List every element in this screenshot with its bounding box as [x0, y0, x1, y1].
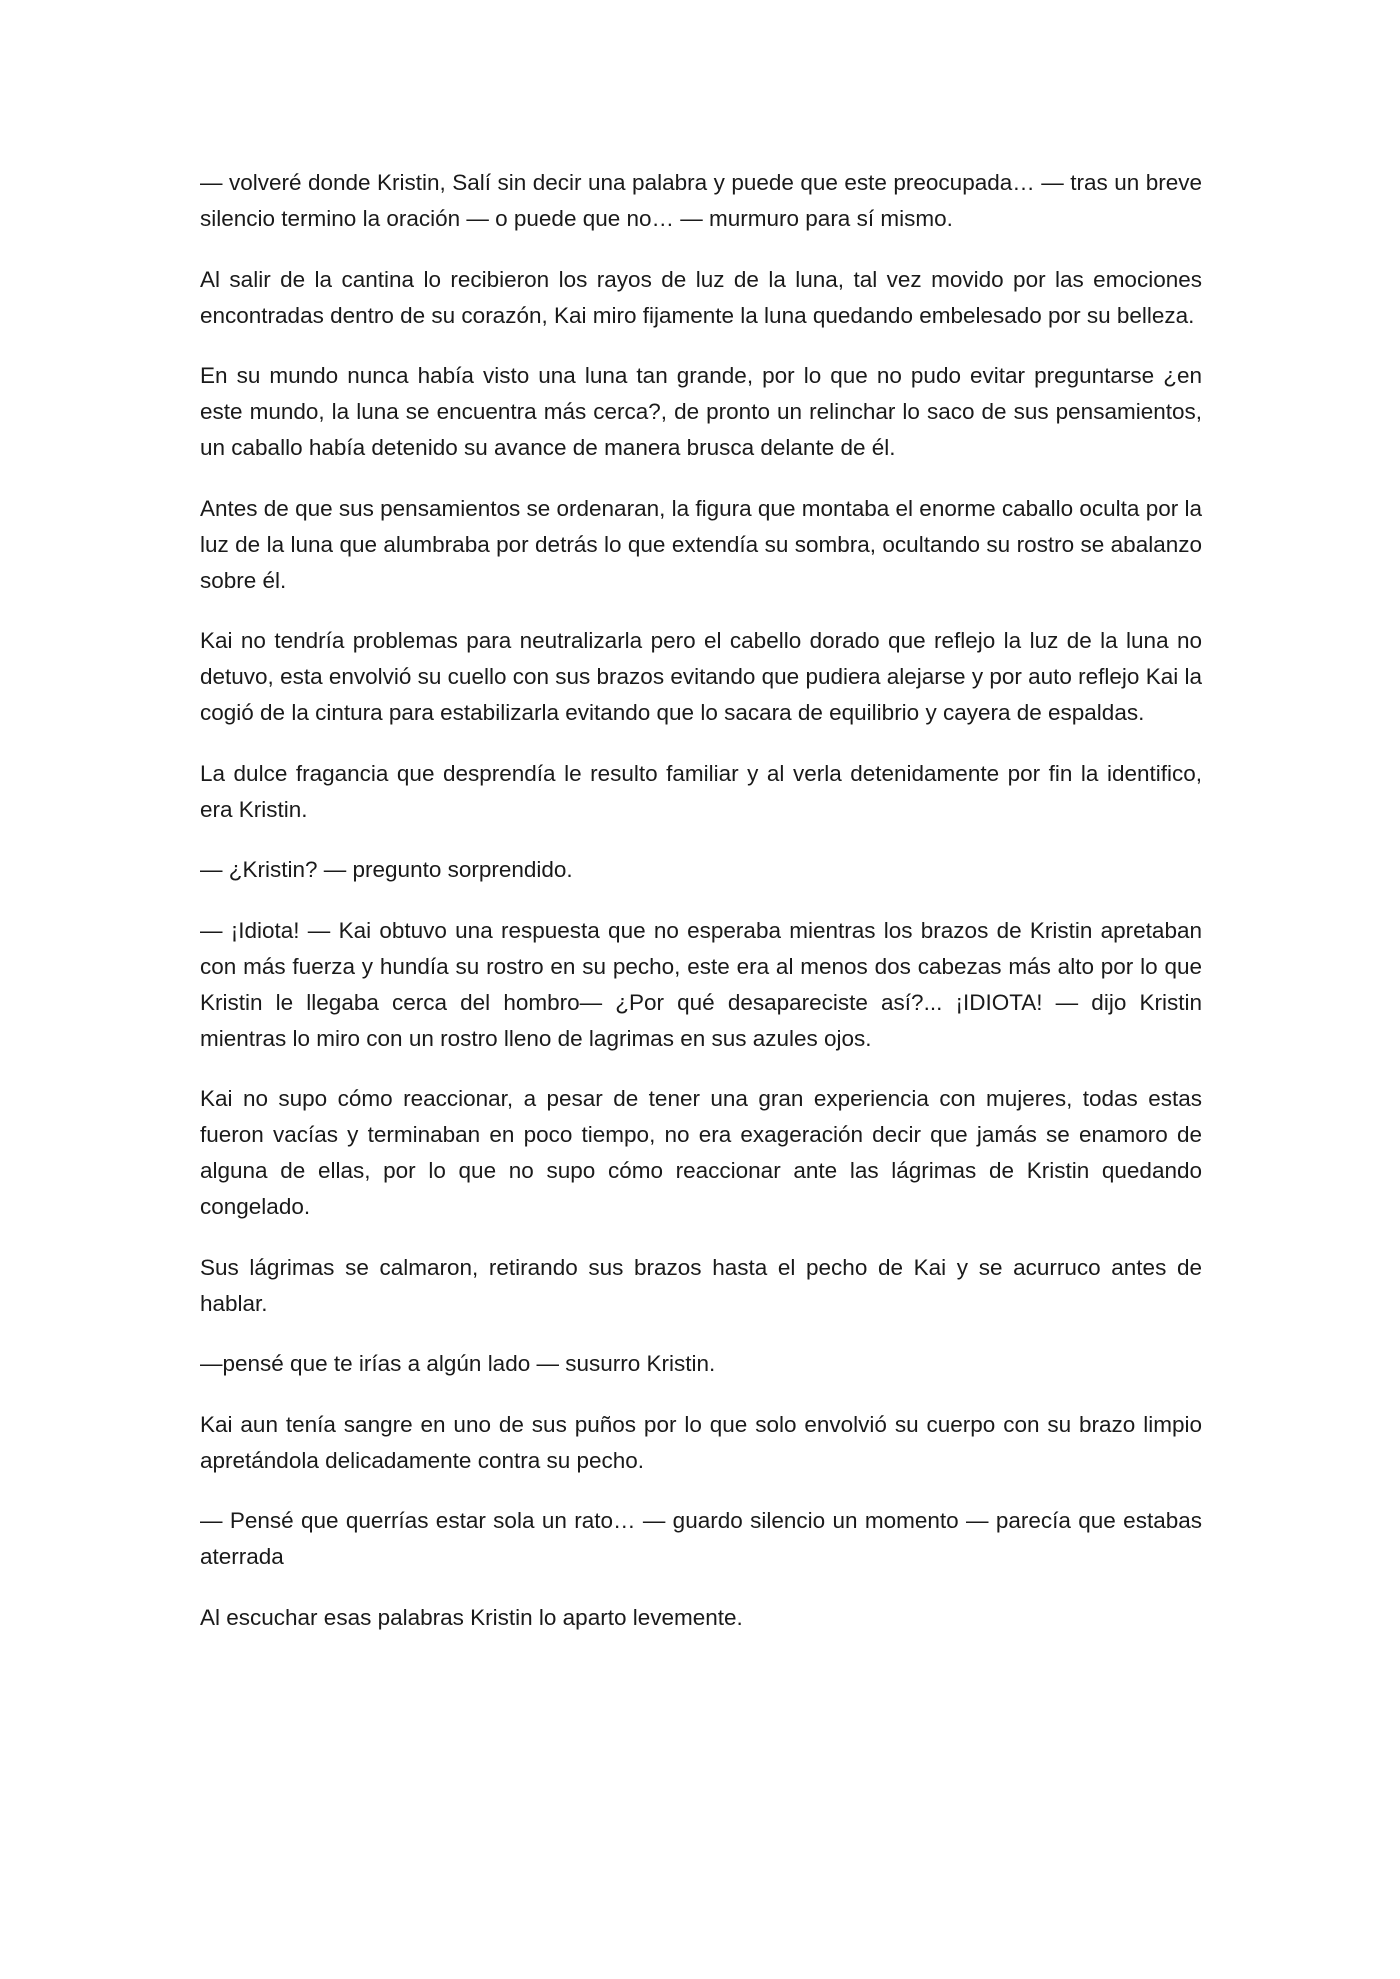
paragraph: En su mundo nunca había visto una luna tan grande, por lo que no pudo evitar preguntarse ¿en este mundo, la luna se encuentra más cerca?, de pronto un relinchar lo saco de sus pensamientos, un caballo había detenido su avance de manera brusca delante de él. [200, 363, 1202, 460]
paragraph: — ¿Kristin? — pregunto sorprendido. [200, 857, 573, 882]
paragraph: —pensé que te irías a algún lado — susurro Kristin. [200, 1351, 716, 1376]
paragraph: Kai aun tenía sangre en uno de sus puños por lo que solo envolvió su cuerpo con su brazo limpio apretándola delicadamente contra su pecho. [200, 1411, 1202, 1473]
paragraph: — volveré donde Kristin, Salí sin decir una palabra y puede que este preocupada… — tras un breve silencio termino la oración — o puede que no… — murmuro para sí mismo. [200, 170, 1202, 231]
paragraph: Sus lágrimas se calmaron, retirando sus brazos hasta el pecho de Kai y se acurruco antes de hablar. [200, 1254, 1202, 1316]
paragraph: — ¡Idiota! — Kai obtuvo una respuesta que no esperaba mientras los brazos de Kristin apretaban con más fuerza y hundía su rostro en su pecho, este era al menos dos cabezas más alto por lo que Kristin le llegaba cerca del hombro— ¿Por qué desapareciste así?... ¡IDIOTA! — dijo Kristin mientras lo miro con un rostro lleno de lagrimas en sus azules ojos. [200, 917, 1202, 1051]
paragraph: Al salir de la cantina lo recibieron los rayos de luz de la luna, tal vez movido por las emociones encontradas dentro de su corazón, Kai miro fijamente la luna quedando embelesado por su belleza. [200, 266, 1202, 328]
paragraph: — Pensé que querrías estar sola un rato… — guardo silencio un momento — parecía que estabas aterrada [200, 1508, 1202, 1569]
paragraph: La dulce fragancia que desprendía le resulto familiar y al verla detenidamente por fin la identifico, era Kristin. [200, 760, 1202, 822]
paragraph: Antes de que sus pensamientos se ordenaran, la figura que montaba el enorme caballo oculta por la luz de la luna que alumbraba por detrás lo que extendía su sombra, ocultando su rostro se abalanzo sobre él. [200, 495, 1202, 593]
paragraph: Kai no tendría problemas para neutralizarla pero el cabello dorado que reflejo la luz de la luna no detuvo, esta envolvió su cuello con sus brazos evitando que pudiera alejarse y por auto reflejo Kai la cogió de la cintura para estabilizarla evitando que lo sacara de equilibrio y cayera de espaldas. [200, 628, 1202, 725]
paragraph: Al escuchar esas palabras Kristin lo aparto levemente. [200, 1604, 743, 1630]
document-body [200, 165, 1202, 1660]
paragraph: Kai no supo cómo reaccionar, a pesar de tener una gran experiencia con mujeres, todas estas fueron vacías y terminaban en poco tiempo, no era exageración decir que jamás se enamoro de alguna de ellas, por lo que no supo cómo reaccionar ante las lágrimas de Kristin quedando congelado. [200, 1086, 1202, 1219]
